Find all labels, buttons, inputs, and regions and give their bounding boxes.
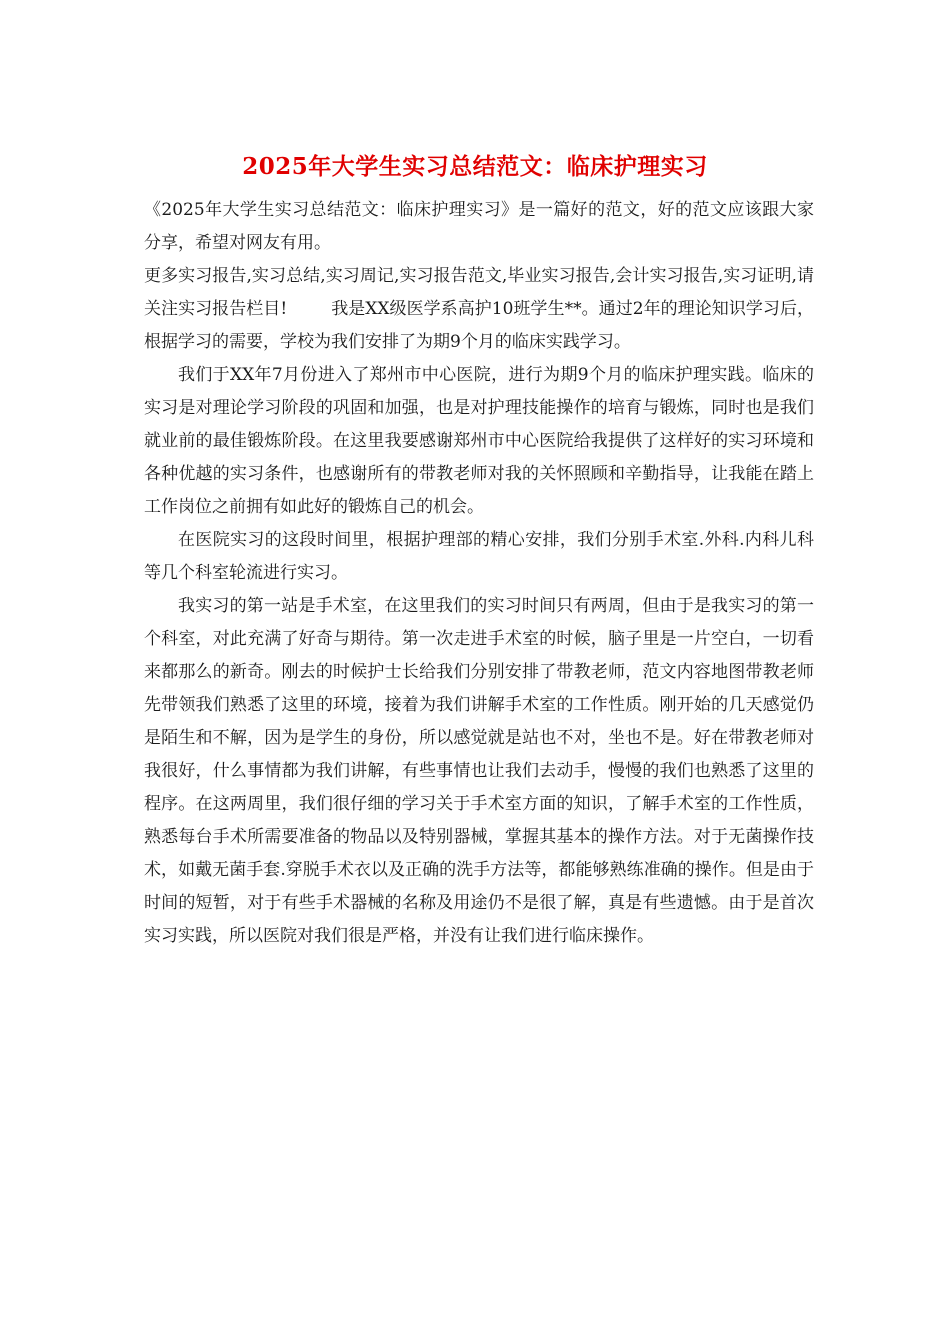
body-paragraph: 在医院实习的这段时间里，根据护理部的精心安排，我们分别手术室.外科.内科儿科等几个科室轮流进行实习。 [144, 530, 814, 583]
self-intro-text: 我是XX级医学系高护10班学生**。通过2年的理论知识学习后，根据学习的需要，学校为我们安排了为期9个月的临床实践学习。 [144, 299, 814, 352]
body-paragraph: 我们于XX年7月份进入了郑州市中心医院，进行为期9个月的临床护理实践。临床的实习是对理论学习阶段的巩固和加强，也是对护理技能操作的培育与锻炼，同时也是我们就业前的最佳锻炼阶段。在这里我要感谢郑州市中心医院给我提供了这样好的实习环境和各种优越的实习条件，也感谢所有的带教老师对我的关怀照顾和辛勤指导，让我能在踏上工作岗位之前拥有如此好的锻炼自己的机会。 [144, 365, 814, 517]
more-links-paragraph [144, 260, 814, 359]
more-links-text: 更多实习报告,实习总结,实习周记,实习报告范文,毕业实习报告,会计实习报告,实习证明,请关注实习报告栏目! [144, 266, 814, 319]
document-title: 2025年大学生实习总结范文：临床护理实习 [242, 153, 708, 180]
intro-paragraph: 《2025年大学生实习总结范文：临床护理实习》是一篇好的范文，好的范文应该跟大家分享，希望对网友有用。 [144, 200, 814, 253]
body-paragraph: 我实习的第一站是手术室，在这里我们的实习时间只有两周，但由于是我实习的第一个科室，对此充满了好奇与期待。第一次走进手术室的时候，脑子里是一片空白，一切看来都那么的新奇。刚去的时候护士长给我们分别安排了带教老师，范文内容地图带教老师先带领我们熟悉了这里的环境，接着为我们讲解手术室的工作性质。刚开始的几天感觉仍是陌生和不解，因为是学生的身份，所以感觉就是站也不对，坐也不是。好在带教老师对我很好，什么事情都为我们讲解，有些事情也让我们去动手，慢慢的我们也熟悉了这里的程序。在这两周里，我们很仔细的学习关于手术室方面的知识，了解手术室的工作性质，熟悉每台手术所需要准备的物品以及特别器械，掌握其基本的操作方法。对于无菌操作技术，如戴无菌手套.穿脱手术衣以及正确的洗手方法等，都能够熟练准确的操作。但是由于时间的短暂，对于有些手术器械的名称及用途仍不是很了解，真是有些遗憾。由于是首次实习实践，所以医院对我们很是严格，并没有让我们进行临床操作。 [144, 596, 814, 946]
document-body [144, 194, 814, 953]
